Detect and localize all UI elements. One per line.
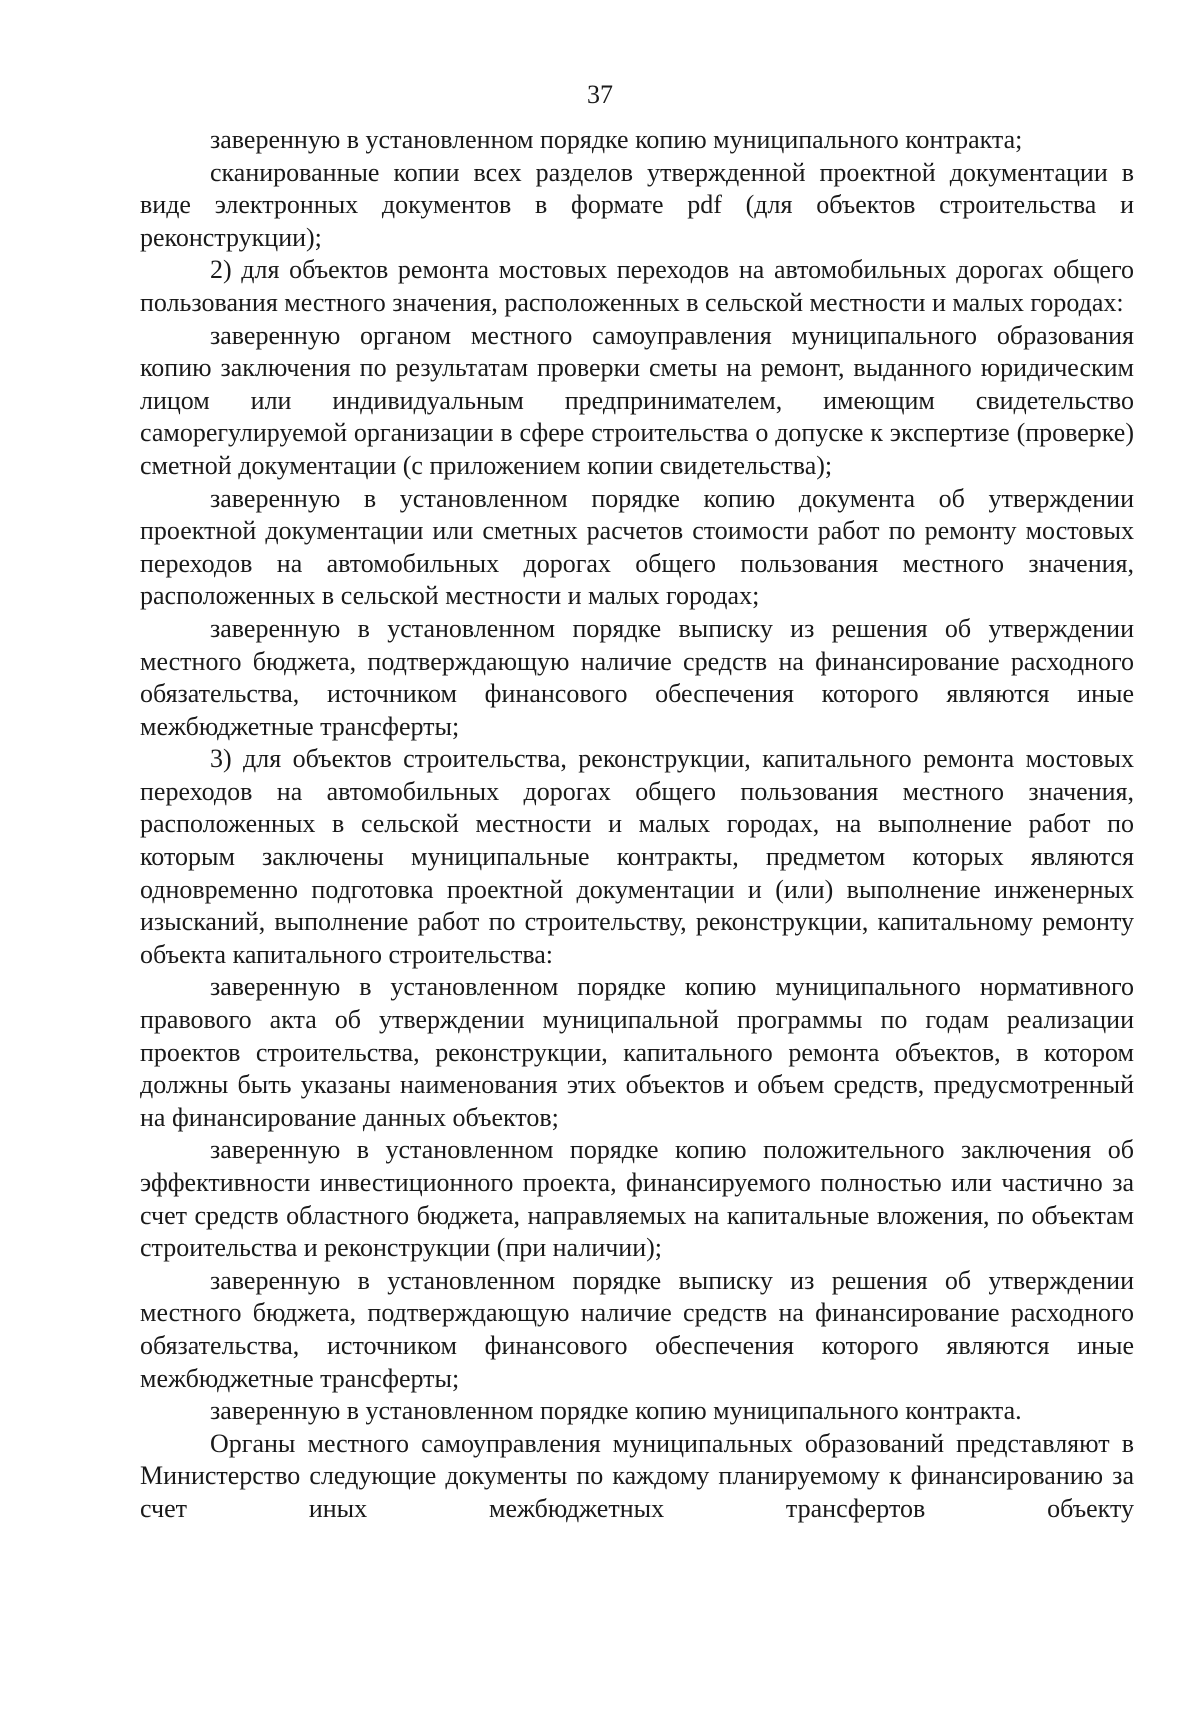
paragraph: заверенную в установленном порядке копию муниципального нормативного правового акта об утверждении муниципальной программы по годам реализации проектов строительства, реконструкции, капитального ремонта объектов, в котором должны быть указаны наименования этих объектов и объем средств, предусмотренный на финансирование данных объектов; [140,972,1134,1132]
paragraph: сканированные копии всех разделов утвержденной проектной документации в виде электронных документов в формате pdf (для объектов строительства и реконструкции); [140,157,1134,252]
paragraph: заверенную в установленном порядке копию муниципального контракта. [210,1396,1022,1426]
page-number: 37 [587,80,613,109]
paragraph: Органы местного самоуправления муниципальных образований представляют в Министерство следующие документы по каждому планируемому к финансированию за счет иных межбюджетных трансфертов объекту [140,1428,1134,1523]
paragraph: заверенную в установленном порядке копию документа об утверждении проектной документации или сметных расчетов стоимости работ по ремонту мостовых переходов на автомобильных дорогах общего пользования местного значения, расположенных в сельской местности и малых городах; [140,483,1134,611]
document-body [140,124,1134,1526]
paragraph: 3) для объектов строительства, реконструкции, капитального ремонта мостовых переходов на автомобильных дорогах общего пользования местного значения, расположенных в сельской местности и малых городах, на выполнение работ по которым заключены муниципальные контракты, предметом которых являются одновременно подготовка проектной документации и (или) выполнение инженерных изысканий, выполнение работ по строительству, реконструкции, капитальному ремонту объекта капитального строительства: [140,744,1134,969]
paragraph: заверенную в установленном порядке копию муниципального контракта; [210,125,1023,154]
paragraph: 2) для объектов ремонта мостовых переходов на автомобильных дорогах общего пользования местного значения, расположенных в сельской местности и малых городах: [140,255,1134,317]
paragraph: заверенную органом местного самоуправления муниципального образования копию заключения по результатам проверки сметы на ремонт, выданного юридическим лицом или индивидуальным предпринимателем, имеющим свидетельство саморегулируемой организации в сфере строительства о допуске к экспертизе (проверке) сметной документации (с приложением копии свидетельства); [140,320,1134,480]
paragraph: заверенную в установленном порядке копию положительного заключения об эффективности инвестиционного проекта, финансируемого полностью или частично за счет средств областного бюджета, направляемых на капитальные вложения, по объектам строительства и реконструкции (при наличии); [140,1135,1134,1263]
paragraph: заверенную в установленном порядке выписку из решения об утверждении местного бюджета, подтверждающую наличие средств на финансирование расходного обязательства, источником финансового обеспечения которого являются иные межбюджетные трансферты; [140,1265,1134,1393]
paragraph: заверенную в установленном порядке выписку из решения об утверждении местного бюджета, подтверждающую наличие средств на финансирование расходного обязательства, источником финансового обеспечения которого являются иные межбюджетные трансферты; [140,613,1134,741]
